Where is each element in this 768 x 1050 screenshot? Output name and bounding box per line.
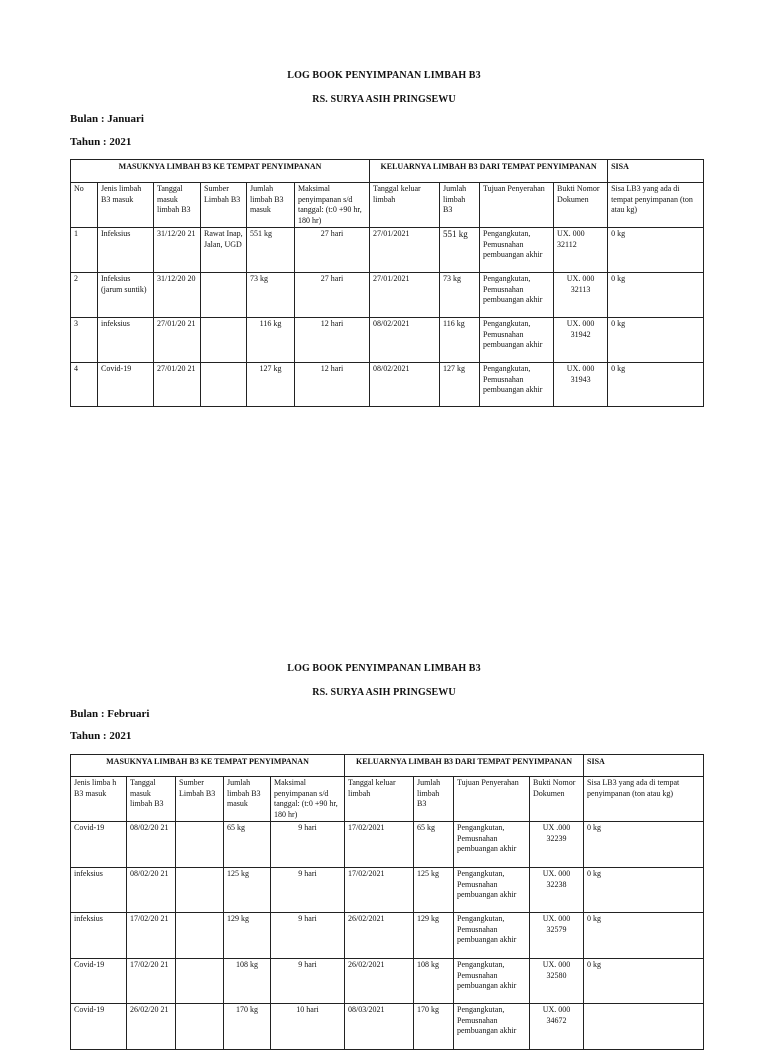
cell-sisa: 0 kg xyxy=(584,959,704,1004)
cell-tanggal-keluar: 08/03/2021 xyxy=(345,1004,414,1050)
cell-tujuan: Pengangkutan, Pemusnahan pembuangan akhir xyxy=(480,228,554,273)
cell-tujuan: Pengangkutan, Pemusnahan pembuangan akhir xyxy=(454,913,530,959)
page2-group-masuk: MASUKNYA LIMBAH B3 KE TEMPAT PENYIMPANAN xyxy=(71,755,345,777)
page2-year: Tahun : 2021 xyxy=(70,730,132,742)
cell-jumlah-keluar: 129 kg xyxy=(414,913,454,959)
cell-bukti: UX. 000 31942 xyxy=(554,318,608,363)
cell-jenis: Infeksius (jarum suntik) xyxy=(98,273,154,318)
cell-sumber xyxy=(176,822,224,868)
cell-jumlah-masuk: 108 kg xyxy=(224,959,271,1004)
page1-month: Bulan : Januari xyxy=(70,113,144,125)
cell-bukti: UX .000 32239 xyxy=(530,822,584,868)
page1-group-masuk: MASUKNYA LIMBAH B3 KE TEMPAT PENYIMPANAN xyxy=(71,160,370,183)
page2-month: Bulan : Februari xyxy=(70,708,150,720)
page1-header-cell: Tanggal masuk limbah B3 xyxy=(154,183,201,228)
cell-tujuan: Pengangkutan, Pemusnahan pembuangan akhir xyxy=(454,868,530,913)
table-row xyxy=(71,1004,704,1050)
table-row xyxy=(71,318,704,363)
cell-jumlah-masuk: 65 kg xyxy=(224,822,271,868)
cell-tanggal-keluar: 26/02/2021 xyxy=(345,913,414,959)
cell-maksimal: 9 hari xyxy=(271,868,345,913)
table-row xyxy=(71,273,704,318)
page1-header-cell: Maksimal penyimpanan s/d tanggal: (t:0 +90 hr, 180 hr) xyxy=(295,183,370,228)
cell-sisa: 0 kg xyxy=(608,363,704,407)
cell-bukti: UX. 000 32113 xyxy=(554,273,608,318)
cell-maksimal: 9 hari xyxy=(271,822,345,868)
cell-tanggal-masuk: 08/02/20 21 xyxy=(127,822,176,868)
page2-group-keluar: KELUARNYA LIMBAH B3 DARI TEMPAT PENYIMPANAN xyxy=(345,755,584,777)
page2-group-header-row xyxy=(71,755,704,777)
table-row xyxy=(71,959,704,1004)
cell-tanggal-keluar: 26/02/2021 xyxy=(345,959,414,1004)
cell-sisa: 0 kg xyxy=(608,273,704,318)
cell-jenis: Covid-19 xyxy=(98,363,154,407)
cell-sisa: 0 kg xyxy=(608,318,704,363)
page1-header-cell: Sisa LB3 yang ada di tempat penyimpanan (ton atau kg) xyxy=(608,183,704,228)
cell-no: 4 xyxy=(71,363,98,407)
page1-header-cell: Sumber Limbah B3 xyxy=(201,183,247,228)
page1-header-cell: Jumlah limbah B3 xyxy=(440,183,480,228)
cell-tanggal-keluar: 27/01/2021 xyxy=(370,228,440,273)
cell-bukti: UX. 000 32238 xyxy=(530,868,584,913)
page1-year: Tahun : 2021 xyxy=(70,136,132,148)
cell-sumber xyxy=(201,273,247,318)
page2-group-sisa: SISA xyxy=(584,755,704,777)
cell-tanggal-masuk: 17/02/20 21 xyxy=(127,959,176,1004)
page1-title: LOG BOOK PENYIMPANAN LIMBAH B3 xyxy=(287,70,481,81)
page1-column-header-row xyxy=(71,183,704,228)
cell-sumber xyxy=(176,959,224,1004)
cell-tanggal-masuk: 27/01/20 21 xyxy=(154,363,201,407)
cell-tujuan: Pengangkutan, Pemusnahan pembuangan akhir xyxy=(454,959,530,1004)
page2-subtitle: RS. SURYA ASIH PRINGSEWU xyxy=(312,687,456,698)
cell-bukti: UX. 000 34672 xyxy=(530,1004,584,1050)
cell-maksimal: 9 hari xyxy=(271,913,345,959)
cell-tujuan: Pengangkutan, Pemusnahan pembuangan akhir xyxy=(480,273,554,318)
cell-tanggal-masuk: 27/01/20 21 xyxy=(154,318,201,363)
cell-bukti: UX. 000 32579 xyxy=(530,913,584,959)
cell-sumber xyxy=(176,1004,224,1050)
page2-header-cell: Tujuan Penyerahan xyxy=(454,777,530,822)
cell-jumlah-keluar: 116 kg xyxy=(440,318,480,363)
cell-jenis: infeksius xyxy=(71,913,127,959)
page2-header-cell: Tanggal keluar limbah xyxy=(345,777,414,822)
cell-tanggal-masuk: 17/02/20 21 xyxy=(127,913,176,959)
cell-tanggal-masuk: 31/12/20 21 xyxy=(154,228,201,273)
cell-maksimal: 12 hari xyxy=(295,363,370,407)
table-row xyxy=(71,913,704,959)
page2-header-cell: Sisa LB3 yang ada di tempat penyimpanan (ton atau kg) xyxy=(584,777,704,822)
cell-sisa: 0 kg xyxy=(584,822,704,868)
cell-sisa: 0 kg xyxy=(584,913,704,959)
table-row xyxy=(71,868,704,913)
cell-sisa: 0 kg xyxy=(584,868,704,913)
cell-bukti: UX. 000 32112 xyxy=(554,228,608,273)
cell-jumlah-masuk: 129 kg xyxy=(224,913,271,959)
page1-header-cell: Bukti Nomor Dokumen xyxy=(554,183,608,228)
page2-header-cell: Jenis limba h B3 masuk xyxy=(71,777,127,822)
cell-jenis: Covid-19 xyxy=(71,822,127,868)
cell-jenis: infeksius xyxy=(98,318,154,363)
cell-tanggal-keluar: 17/02/2021 xyxy=(345,868,414,913)
cell-sumber xyxy=(201,318,247,363)
page1-group-sisa: SISA xyxy=(608,160,704,183)
page2-header-cell: Maksimal penyimpanan s/d tanggal: (t:0 +90 hr, 180 hr) xyxy=(271,777,345,822)
cell-jumlah-masuk: 170 kg xyxy=(224,1004,271,1050)
page1-group-keluar: KELUARNYA LIMBAH B3 DARI TEMPAT PENYIMPANAN xyxy=(370,160,608,183)
cell-no: 1 xyxy=(71,228,98,273)
page2-log-table xyxy=(70,754,704,1050)
cell-tujuan: Pengangkutan, Pemusnahan pembuangan akhir xyxy=(480,363,554,407)
cell-jumlah-keluar: 551 kg xyxy=(440,228,480,273)
cell-jumlah-masuk: 551 kg xyxy=(247,228,295,273)
page1-header-cell: Jenis limbah B3 masuk xyxy=(98,183,154,228)
table-row xyxy=(71,228,704,273)
cell-sumber xyxy=(201,363,247,407)
page1-header-cell: Jumlah limbah B3 masuk xyxy=(247,183,295,228)
cell-jumlah-masuk: 127 kg xyxy=(247,363,295,407)
cell-no: 3 xyxy=(71,318,98,363)
cell-sisa xyxy=(584,1004,704,1050)
cell-maksimal: 12 hari xyxy=(295,318,370,363)
page2-header-cell: Jumlah limbah B3 masuk xyxy=(224,777,271,822)
cell-sumber xyxy=(176,913,224,959)
cell-jumlah-keluar: 108 kg xyxy=(414,959,454,1004)
cell-tanggal-keluar: 08/02/2021 xyxy=(370,363,440,407)
cell-tujuan: Pengangkutan, Pemusnahan pembuangan akhir xyxy=(454,1004,530,1050)
cell-jumlah-keluar: 73 kg xyxy=(440,273,480,318)
cell-jumlah-keluar: 125 kg xyxy=(414,868,454,913)
page2-header-cell: Sumber Limbah B3 xyxy=(176,777,224,822)
page2-header-cell: Tanggal masuk limbah B3 xyxy=(127,777,176,822)
cell-tujuan: Pengangkutan, Pemusnahan pembuangan akhir xyxy=(454,822,530,868)
cell-maksimal: 10 hari xyxy=(271,1004,345,1050)
cell-jumlah-masuk: 73 kg xyxy=(247,273,295,318)
page1-header-cell: Tanggal keluar limbah xyxy=(370,183,440,228)
table-row xyxy=(71,822,704,868)
cell-jenis: Infeksius xyxy=(98,228,154,273)
cell-jenis: infeksius xyxy=(71,868,127,913)
cell-maksimal: 9 hari xyxy=(271,959,345,1004)
cell-bukti: UX. 000 32580 xyxy=(530,959,584,1004)
cell-jumlah-keluar: 170 kg xyxy=(414,1004,454,1050)
cell-tujuan: Pengangkutan, Pemusnahan pembuangan akhir xyxy=(480,318,554,363)
page2-column-header-row xyxy=(71,777,704,822)
cell-tanggal-keluar: 17/02/2021 xyxy=(345,822,414,868)
page1-header-cell: Tujuan Penyerahan xyxy=(480,183,554,228)
cell-maksimal: 27 hari xyxy=(295,228,370,273)
page1-log-table xyxy=(70,159,704,407)
cell-no: 2 xyxy=(71,273,98,318)
cell-jumlah-masuk: 125 kg xyxy=(224,868,271,913)
cell-tanggal-keluar: 08/02/2021 xyxy=(370,318,440,363)
page2-title: LOG BOOK PENYIMPANAN LIMBAH B3 xyxy=(287,663,481,674)
cell-tanggal-masuk: 26/02/20 21 xyxy=(127,1004,176,1050)
table-row xyxy=(71,363,704,407)
cell-jumlah-masuk: 116 kg xyxy=(247,318,295,363)
page1-subtitle: RS. SURYA ASIH PRINGSEWU xyxy=(312,94,456,105)
page1-group-header-row xyxy=(71,160,704,183)
page2-header-cell: Bukti Nomor Dokumen xyxy=(530,777,584,822)
page1-header-cell: No xyxy=(71,183,98,228)
cell-tanggal-masuk: 31/12/20 20 xyxy=(154,273,201,318)
cell-tanggal-masuk: 08/02/20 21 xyxy=(127,868,176,913)
cell-bukti: UX. 000 31943 xyxy=(554,363,608,407)
cell-sisa: 0 kg xyxy=(608,228,704,273)
page2-header-cell: Jumlah limbah B3 xyxy=(414,777,454,822)
cell-jumlah-keluar: 65 kg xyxy=(414,822,454,868)
cell-jenis: Covid-19 xyxy=(71,959,127,1004)
cell-sumber: Rawat Inap, Jalan, UGD xyxy=(201,228,247,273)
cell-jumlah-keluar: 127 kg xyxy=(440,363,480,407)
cell-maksimal: 27 hari xyxy=(295,273,370,318)
cell-tanggal-keluar: 27/01/2021 xyxy=(370,273,440,318)
cell-jenis: Covid-19 xyxy=(71,1004,127,1050)
cell-sumber xyxy=(176,868,224,913)
